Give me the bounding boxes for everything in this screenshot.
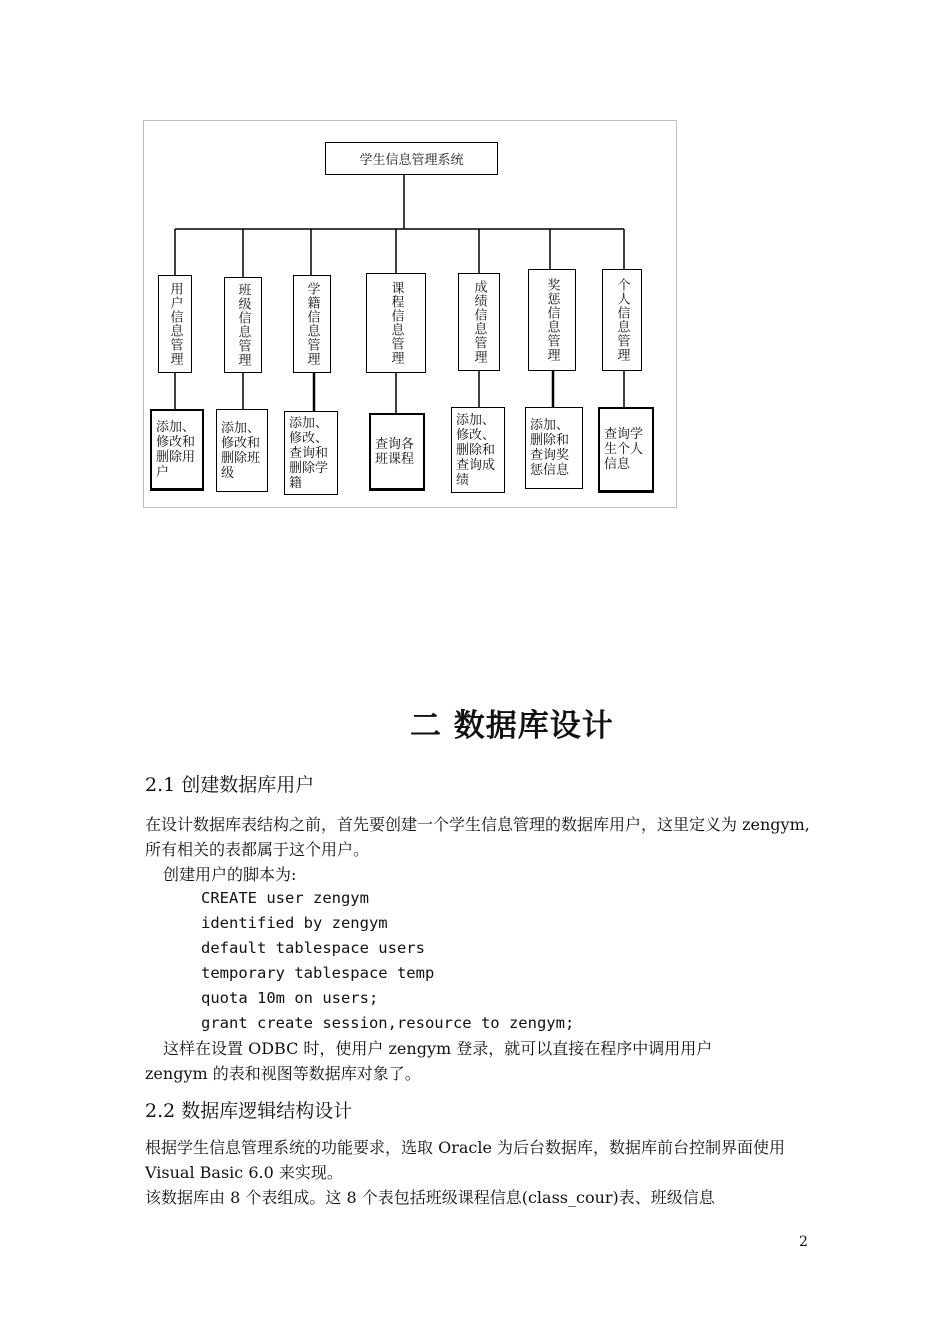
- script-label: 创建用户的脚本为:: [163, 865, 297, 884]
- section1-intro-paragraph: 在设计数据库表结构之前，首先要创建一个学生信息管理的数据库用户，这里定义为 zengym,所有相关的表都属于这个用户。: [145, 815, 810, 859]
- function-box-status: [284, 411, 338, 495]
- code-line: CREATE user zengym: [201, 889, 369, 907]
- section-title-2-1: 2.1 创建数据库用户: [145, 774, 315, 796]
- module-box-reward: [528, 269, 576, 371]
- function-label: 添加、修改、删除和查询成绩: [456, 412, 496, 488]
- function-label: 添加、修改和删除班级: [221, 420, 261, 481]
- module-box-score: [458, 273, 500, 371]
- code-line: default tablespace users: [201, 939, 425, 957]
- module-box-personal: [602, 269, 642, 371]
- page-number: 2: [799, 1234, 808, 1250]
- function-box-personal: [598, 407, 654, 493]
- section1-outro-line1: 这样在设置 ODBC 时，使用户 zengym 登录，就可以直接在程序中调用用户: [163, 1039, 713, 1058]
- module-box-class: [224, 277, 262, 373]
- function-label: 查询学生个人信息: [604, 427, 644, 472]
- function-label: 添加、删除和查询奖惩信息: [530, 418, 570, 478]
- code-line: identified by zengym: [201, 914, 388, 932]
- module-box-status: [293, 275, 331, 373]
- module-label: 课程信息管理: [388, 281, 404, 365]
- module-label: 奖惩信息管理: [544, 278, 560, 362]
- function-label: 添加、修改、查询和删除学籍: [289, 415, 329, 491]
- system-structure-diagram: [143, 120, 677, 508]
- module-label: 学籍信息管理: [304, 282, 320, 366]
- function-box-score: [451, 407, 505, 493]
- diagram-root-node: [325, 142, 498, 175]
- diagram-root-label: 学生信息管理系统: [359, 153, 464, 168]
- function-box-reward: [525, 407, 583, 489]
- module-label: 成绩信息管理: [471, 280, 487, 364]
- section2-paragraph1: 根据学生信息管理系统的功能要求，选取 Oracle 为后台数据库，数据库前台控制界面使用 Visual Basic 6.0 来实现。: [145, 1138, 786, 1182]
- module-label: 班级信息管理: [235, 283, 251, 367]
- section1-outro-line2: zengym 的表和视图等数据库对象了。: [145, 1064, 421, 1083]
- section2-paragraph2: 该数据库由 8 个表组成。这 8 个表包括班级课程信息(class_cour)表、班级信息: [145, 1188, 715, 1207]
- code-line: grant create session,resource to zengym;: [201, 1014, 575, 1032]
- module-label: 用户信息管理: [167, 282, 183, 366]
- module-box-user: [158, 275, 192, 373]
- function-box-class: [216, 409, 268, 492]
- function-box-course: [369, 413, 425, 491]
- function-label: 查询各班课程: [375, 436, 415, 467]
- code-line: temporary tablespace temp: [201, 964, 435, 982]
- module-box-course: [366, 273, 426, 373]
- function-box-user: [150, 409, 204, 491]
- function-label: 添加、修改和删除用户: [156, 419, 196, 480]
- module-label: 个人信息管理: [614, 278, 630, 362]
- code-line: quota 10m on users;: [201, 989, 379, 1007]
- section-title-2-2: 2.2 数据库逻辑结构设计: [145, 1100, 353, 1122]
- chapter-heading: 二 数据库设计: [410, 708, 614, 744]
